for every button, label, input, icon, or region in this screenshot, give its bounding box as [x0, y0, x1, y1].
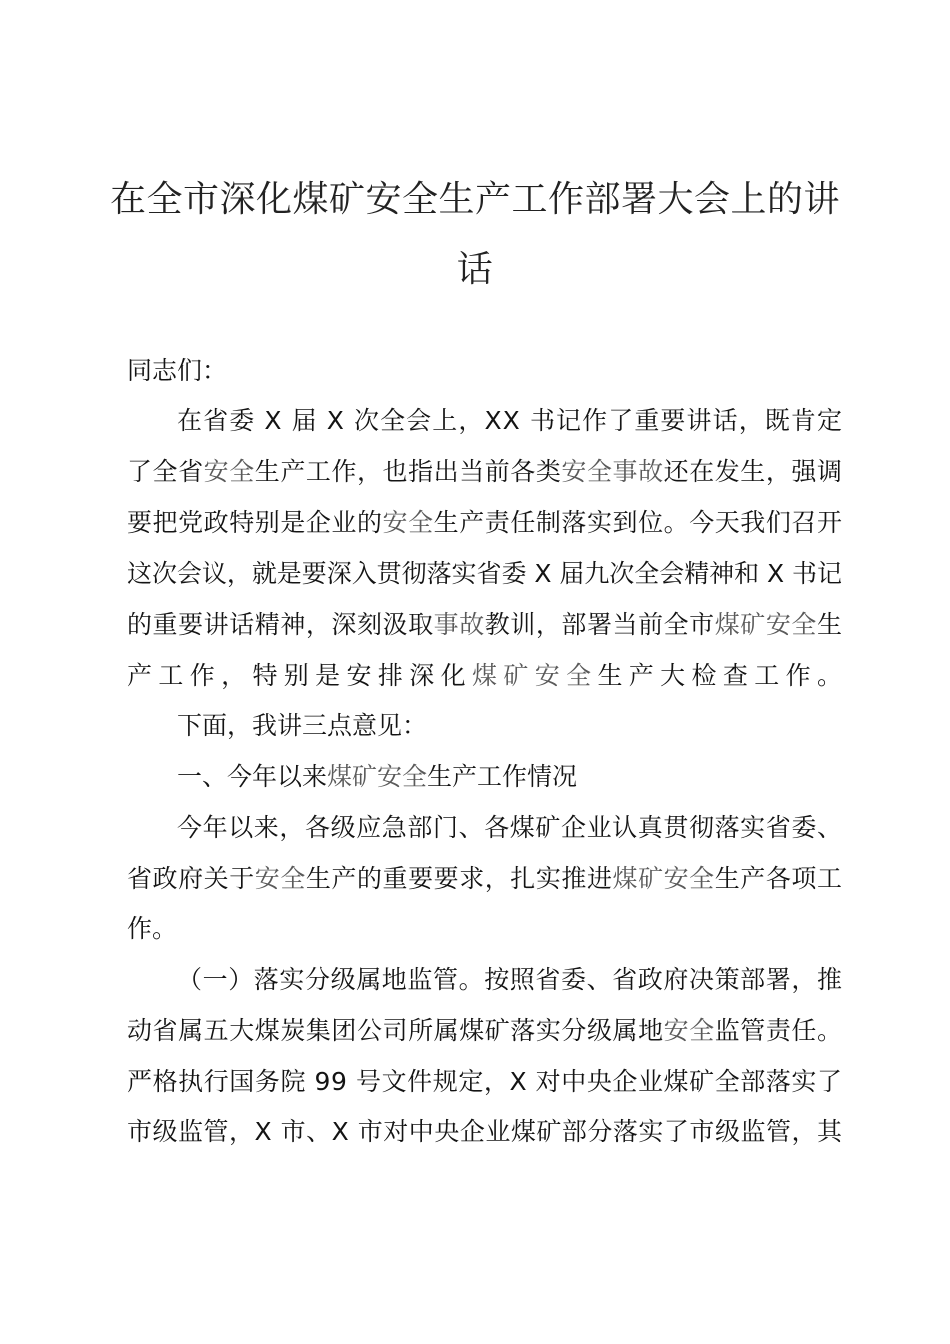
- text-run: 产工作，特别是安排深化: [127, 661, 472, 690]
- text-run: 这次会议，就是要深入贯彻落实省委 X 届九次全会精神和 X 书记: [127, 559, 842, 588]
- text-run: 同志们：: [127, 356, 228, 385]
- text-run: 严格执行国务院 99 号文件规定，X 对中央企业煤矿全部落实了: [127, 1067, 843, 1096]
- text-run: 生产大检查工作。: [597, 661, 849, 690]
- text-run: （一）落实分级属地监管。按照省委、省政府决策部署，推: [177, 965, 843, 994]
- highlighted-text: 安全: [663, 1016, 715, 1045]
- title-line: 话: [456, 249, 494, 290]
- highlighted-text: 安全事故: [561, 457, 664, 486]
- text-run: 在省委 X 届 X 次全会上，XX 书记作了重要讲话，既肯定: [177, 406, 844, 435]
- body-line: [127, 508, 843, 538]
- body-line: [127, 457, 843, 487]
- highlighted-text: 煤矿安全: [327, 762, 428, 791]
- text-run: 市级监管，X 市、X 市对中央企业煤矿部分落实了市级监管，其: [127, 1117, 843, 1146]
- highlighted-text: 煤矿安全: [714, 610, 817, 639]
- text-run: 要把党政特别是企业的: [127, 508, 383, 537]
- text-run: 生产工作情况: [427, 762, 578, 791]
- body-line: [127, 1067, 843, 1097]
- text-run: 动省属五大煤炭集团公司所属煤矿落实分级属地: [127, 1016, 664, 1045]
- body-line: [127, 1016, 843, 1046]
- text-run: 还在发生，强调: [663, 457, 843, 486]
- text-run: 生: [816, 610, 843, 639]
- body-line: [127, 559, 842, 589]
- highlighted-text: 煤矿安全: [471, 661, 598, 690]
- body-line: [177, 406, 843, 436]
- text-run: 生产的重要要求，扎实推进: [305, 864, 613, 893]
- text-run: 教训，部署当前全市: [484, 610, 715, 639]
- body-line: [177, 711, 427, 741]
- body-line: [127, 864, 843, 894]
- title-line: 在全市深化煤矿安全生产工作部署大会上的讲: [109, 179, 840, 220]
- body-line: [127, 661, 848, 691]
- body-line: [127, 356, 227, 386]
- highlighted-text: 煤矿安全: [612, 864, 715, 893]
- body-line: [127, 914, 177, 944]
- text-run: 下面，我讲三点意见：: [177, 711, 428, 740]
- text-run: 今年以来，各级应急部门、各煤矿企业认真贯彻落实省委、: [177, 813, 843, 842]
- body-line: [177, 813, 843, 843]
- body-line: [127, 1117, 843, 1147]
- text-run: 作。: [127, 914, 178, 943]
- highlighted-text: 安全: [254, 864, 306, 893]
- body-line: [177, 762, 577, 792]
- text-run: 监管责任。: [714, 1016, 843, 1045]
- highlighted-text: 安全: [203, 457, 255, 486]
- text-run: 生产责任制落实到位。今天我们召开: [433, 508, 843, 537]
- text-run: 生产各项工: [714, 864, 843, 893]
- text-run: 了全省: [127, 457, 204, 486]
- text-run: 生产工作，也指出当前各类: [254, 457, 562, 486]
- body-line: [177, 965, 843, 995]
- highlighted-text: 事故: [433, 610, 485, 639]
- text-run: 省政府关于: [127, 864, 255, 893]
- text-run: 一、今年以来: [177, 762, 328, 791]
- highlighted-text: 安全: [382, 508, 434, 537]
- body-line: [127, 610, 843, 640]
- text-run: 的重要讲话精神，深刻汲取: [127, 610, 434, 639]
